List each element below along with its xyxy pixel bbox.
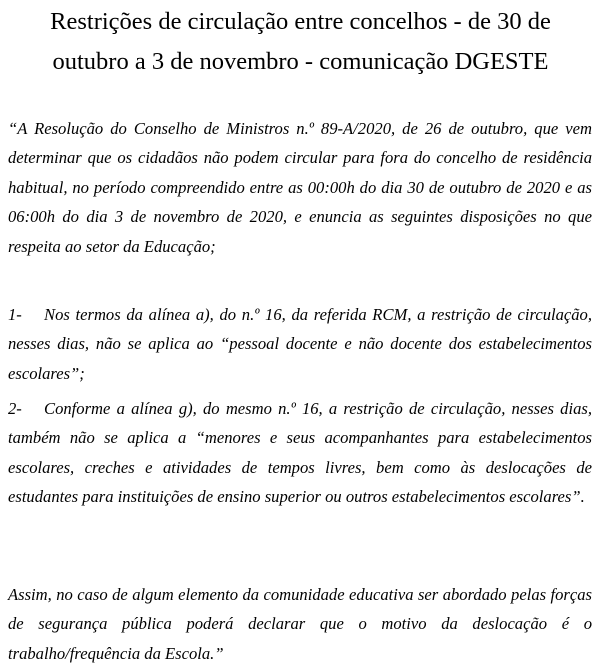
list-item-1-text: Nos termos da alínea a), do n.º 16, da referida RCM, a restrição de circulação, nesses dias, não se aplica ao “pessoal docente e não docente dos estabelecimentos escolares”;	[8, 305, 592, 383]
intro-paragraph: “A Resolução do Conselho de Ministros n.º 89-A/2020, de 26 de outubro, que vem determinar que os cidadãos não podem circular para fora do concelho de residência habitual, no período compreendido entre as 00:00h do dia 30 de outubro de 2020 e as 06:00h do dia 3 de novembro de 2020, e enuncia as seguintes disposições no que respeita ao setor da Educação;	[8, 119, 592, 256]
list-item-2-text: Conforme a alínea g), do mesmo n.º 16, a restrição de circulação, nesses dias, também não se aplica a “menores e seus acompanhantes para estabelecimentos escolares, creches e atividades de tempos livres, bem como às deslocações de estudantes para instituições de ensino superior ou outros estabelecimentos escolares”.	[8, 399, 592, 507]
document-title	[20, 2, 581, 82]
closing-paragraph: Assim, no caso de algum elemento da comunidade educativa ser abordado pelas forças de segurança pública poderá declarar que o motivo da deslocação é o trabalho/frequência da Escola.”	[8, 585, 592, 663]
list-item-1-number: 1-	[8, 305, 22, 324]
list-item-2	[8, 394, 592, 512]
list-item-2-number: 2-	[8, 399, 22, 418]
title-line-1: Restrições de circulação entre concelhos - de 30 de	[50, 8, 551, 35]
list-item-1	[8, 300, 592, 388]
title-line-2: outubro a 3 de novembro - comunicação DGESTE	[52, 48, 549, 75]
